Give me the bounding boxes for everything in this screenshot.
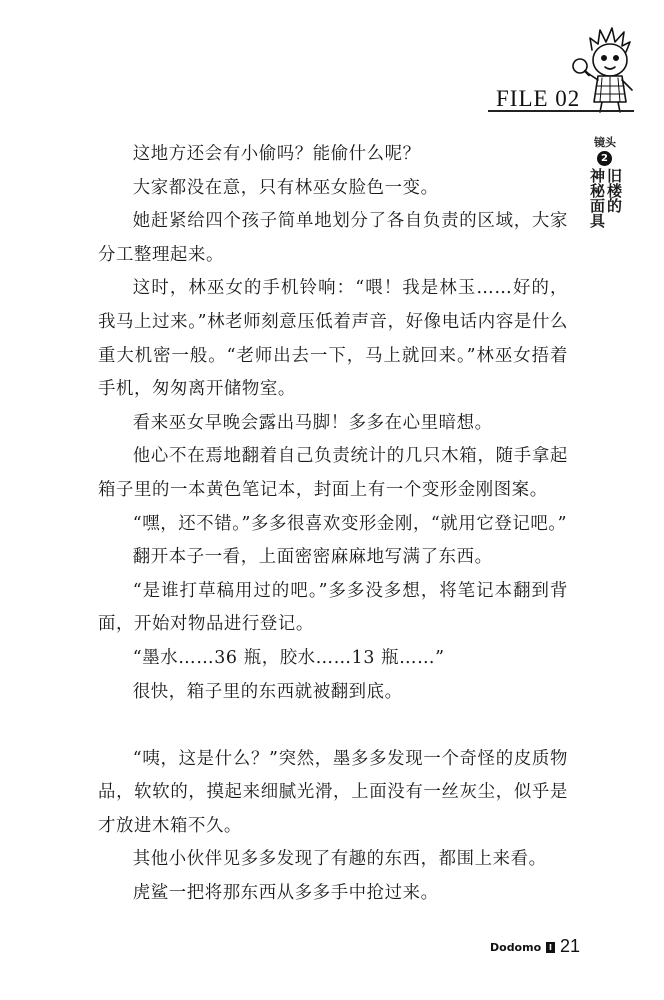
paragraph: “嘿，还不错。”多多很喜欢变形金刚，“就用它登记吧。” <box>132 513 568 534</box>
chapter-prefix: 镜头 <box>594 136 616 149</box>
paragraph: 大家都没在意，只有林巫女脸色一变。 <box>132 177 439 198</box>
footer-brand-mark: I <box>546 942 555 953</box>
chapter-title-column-1: 旧楼的 <box>605 168 623 213</box>
footer-brand: Dodomo <box>490 941 542 954</box>
detective-boy-magnifier-icon <box>570 20 650 115</box>
body-text <box>98 138 568 911</box>
paragraph: 虎鲨一把将那东西从多多手中抢过来。 <box>132 883 439 904</box>
paragraph: 看来巫女早晚会露出马脚！多多在心里暗想。 <box>132 412 493 433</box>
chapter-number-badge: 2 <box>597 151 612 166</box>
paragraph: 她赶紧给四个孩子简单地划分了各自负责的区域，大家分工整理起来。 <box>98 211 568 265</box>
file-label: FILE 02 <box>496 86 581 111</box>
header-divider <box>488 110 634 112</box>
paragraph: “是谁打草稿用过的吧。”多多没多想，将笔记本翻到背面，开始对物品进行登记。 <box>98 580 568 635</box>
chapter-heading <box>588 134 638 254</box>
page-footer <box>490 936 630 960</box>
chapter-title-column-2: 神秘面具 <box>588 168 606 228</box>
paragraph: 这地方还会有小偷吗？能偷什么呢？ <box>132 144 421 164</box>
paragraph: 很快，箱子里的东西就被翻到底。 <box>132 681 403 702</box>
paragraph: “墨水……36 瓶，胶水……13 瓶……” <box>132 647 445 668</box>
page-number: 21 <box>560 936 581 956</box>
paragraph: 其他小伙伴见多多发现了有趣的东西，都围上来看。 <box>132 849 547 870</box>
paragraph: 他心不在焉地翻着自己负责统计的几只木箱，随手拿起箱子里的一本黄色笔记本，封面上有一个变形金刚图案。 <box>98 446 568 500</box>
paragraph: “咦，这是什么？”突然，墨多多发现一个奇怪的皮质物品，软软的，摸起来细腻光滑，上面没有一丝灰尘，似乎是才放进木箱不久。 <box>98 748 568 836</box>
paragraph: 这时，林巫女的手机铃响：“喂！我是林玉……好的，我马上过来。”林老师刻意压低着声音，好像电话内容是什么重大机密一般。“老师出去一下，马上就回来。”林巫女捂着手机，匆匆离开储物室。 <box>98 278 568 400</box>
paragraph: 翻开本子一看，上面密密麻麻地写满了东西。 <box>132 547 493 568</box>
